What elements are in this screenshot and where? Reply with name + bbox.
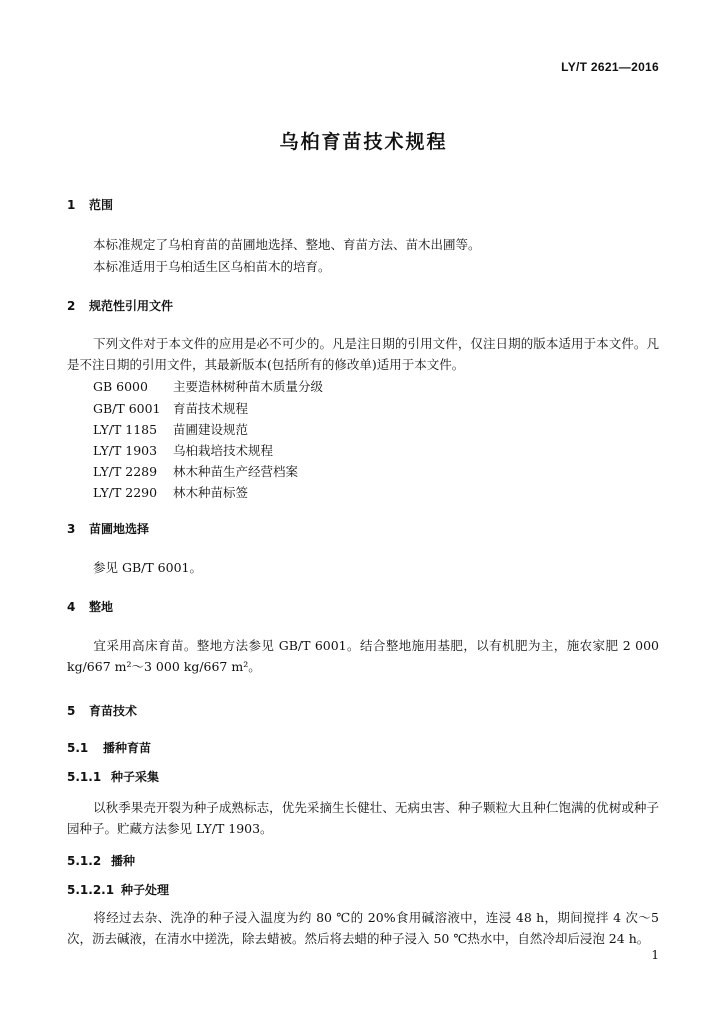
reference-item [93, 399, 248, 417]
seed-collection-text: 以秋季果壳开裂为种子成熟标志，优先采摘生长健壮、无病虫害、种子颗粒大且种仁饱满的优树或种子园种子。贮藏方法参见 LY/T 1903。 [67, 800, 659, 836]
reference-item [93, 462, 298, 480]
section-number: 5.1.1 [67, 770, 102, 784]
section-number: 5.1.2 [67, 854, 102, 868]
section-title: 规范性引用文件 [89, 299, 174, 313]
section-3-heading [67, 520, 149, 537]
reference-name: 乌桕栽培技术规程 [173, 443, 274, 458]
reference-code: LY/T 1903 [93, 443, 158, 458]
reference-code: LY/T 2290 [93, 485, 158, 500]
seed-treatment-text: 将经过去杂、洗净的种子浸入温度为约 80 ℃的 20%食用碱溶液中，连浸 48 h，期间搅拌 4 次～5 次，沥去碱液，在清水中搓洗，除去蜡被。然后将去蜡的种子浸入 50 ℃热水中，自然冷却后浸泡 24 h。 [67, 910, 659, 946]
section-title: 范围 [89, 198, 114, 212]
section-number: 3 [67, 522, 76, 536]
section-title: 种子采集 [111, 770, 160, 784]
nursery-site-text: 参见 GB/T 6001。 [93, 560, 202, 575]
reference-item [93, 377, 323, 395]
section-5-1-heading [67, 739, 151, 756]
section-title: 苗圃地选择 [89, 522, 150, 536]
section-5-1-2-heading [67, 852, 135, 869]
section-1-heading [67, 196, 113, 213]
section-title: 播种育苗 [103, 741, 152, 755]
section-number: 1 [67, 198, 76, 212]
section-title: 播种 [111, 854, 136, 868]
section-4-heading [67, 598, 113, 615]
scope-line-2: 本标准适用于乌桕适生区乌桕苗木的培育。 [93, 259, 331, 274]
reference-code: GB 6000 [93, 379, 148, 394]
reference-name: 苗圃建设规范 [173, 422, 249, 437]
reference-name: 主要造林树种苗木质量分级 [173, 379, 324, 394]
standard-code: LY/T 2621—2016 [561, 60, 659, 74]
section-number: 4 [67, 600, 76, 614]
document-title: 乌桕育苗技术规程 [279, 131, 448, 153]
section-number: 5.1 [67, 741, 89, 755]
reference-name: 林木种苗生产经营档案 [173, 464, 299, 479]
section-number: 5 [67, 704, 76, 718]
scope-line-1: 本标准规定了乌桕育苗的苗圃地选择、整地、育苗方法、苗木出圃等。 [93, 237, 481, 252]
section-title: 种子处理 [121, 883, 170, 897]
reference-name: 林木种苗标签 [173, 485, 249, 500]
page-number: 1 [651, 948, 659, 962]
normative-references-intro: 下列文件对于本文件的应用是必不可少的。凡是注日期的引用文件，仅注日期的版本适用于本文件。凡是不注日期的引用文件，其最新版本(包括所有的修改单)适用于本文件。 [67, 336, 659, 372]
reference-code: LY/T 2289 [93, 464, 158, 479]
reference-item [93, 483, 248, 501]
reference-code: LY/T 1185 [93, 422, 158, 437]
land-preparation-text: 宜采用高床育苗。整地方法参见 GB/T 6001。结合整地施用基肥，以有机肥为主，施农家肥 2 000 kg/667 m²～3 000 kg/667 m²。 [67, 638, 659, 674]
section-title: 育苗技术 [89, 704, 138, 718]
reference-item [93, 441, 273, 459]
section-title: 整地 [89, 600, 114, 614]
reference-code: GB/T 6001 [93, 401, 161, 416]
reference-name: 育苗技术规程 [173, 401, 249, 416]
section-number: 5.1.2.1 [67, 883, 115, 897]
section-2-heading [67, 297, 173, 314]
section-5-1-1-heading [67, 768, 159, 785]
section-number: 2 [67, 299, 76, 313]
section-5-heading [67, 702, 137, 719]
section-5-1-2-1-heading [67, 881, 169, 898]
reference-item [93, 420, 248, 438]
